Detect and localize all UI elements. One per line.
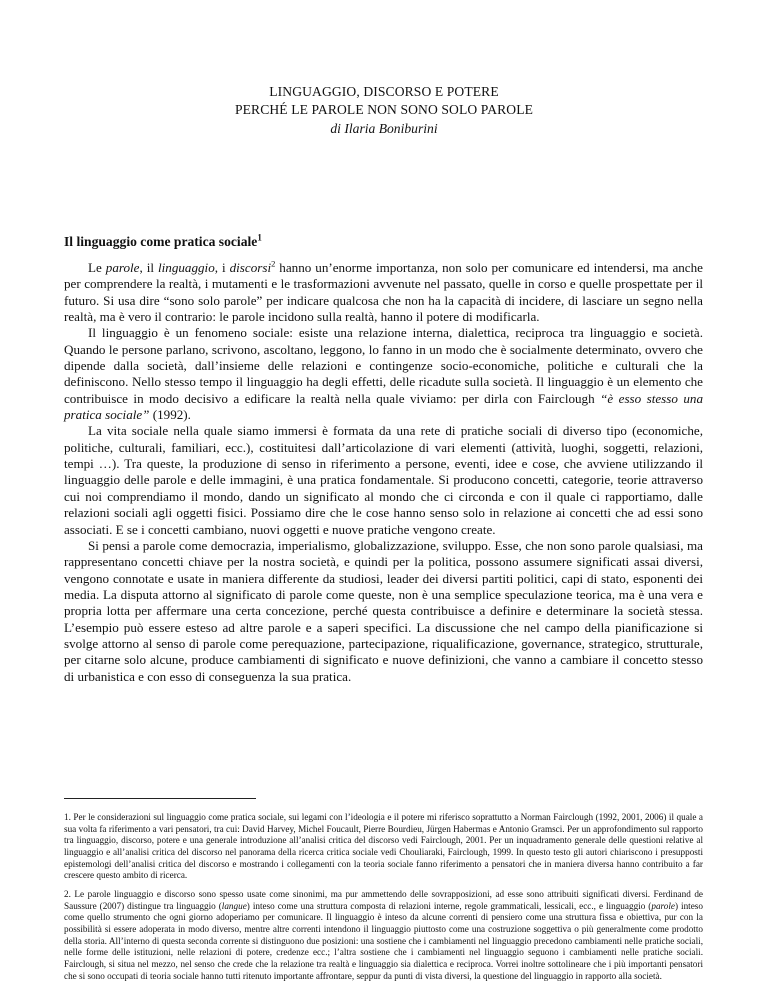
- footnote-2: [64, 889, 703, 982]
- footnote-separator: [64, 798, 256, 799]
- term-parole: parole: [105, 260, 140, 275]
- fn2-part-a: 2. Le parole linguaggio e discorso sono spesso usate come sinonimi, ma pur ammettendo delle sovrapposizioni, ad esse sono attribuiti significati diversi. Ferdinand de Saussure (2007) distingue tra linguaggio (: [64, 888, 703, 911]
- paragraph-4: Si pensi a parole come democrazia, imperialismo, globalizzazione, sviluppo. Esse, che non sono parole qualsiasi, ma rappresentano concetti chiave per la nostra società, e quindi per la politica, possono assumere significati assai diversi, vengono connotate e usate in maniera differente da studiosi, leader dei diversi partiti politici, capi di stato, esponenti dei media. La disputa attorno al significato di parole come queste, non è una semplice speculazione teorica, ma è una vera e propria lotta per affermare una certa concezione, perché questa contribuisce a definire e determinare la società stessa. L’esempio può essere esteso ad altre parole e a saperi specifici. La discussione che nel campo della pianificazione si svolge attorno al senso di parole come perequazione, partecipazione, riqualificazione, governance, strategico, strutturale, per citarne solo alcune, produce cambiamenti di significato e nuove definizioni, che vanno a cambiare il concetto stesso di urbanistica e con esso di conseguenza la sua pratica.: [64, 537, 703, 684]
- p2-end: (1992).: [149, 407, 191, 423]
- body-text: [64, 260, 703, 685]
- fairclough-quote: “è esso stesso una pratica sociale”: [64, 390, 704, 423]
- paragraph-3: La vita sociale nella quale siamo immersi è formata da una rete di pratiche sociali di diverso tipo (economiche, politiche, culturali, familiari, ecc.), costituitesi dall’articolazione di vari elementi (attività, luoghi, soggetti, relazioni, tempi …). Tra queste, la produzione di senso in riferimento a persone, eventi, idee e cose, che avviene utilizzando il linguaggio delle parole e delle immagini, è una pratica fondamentale. Si producono concetti, categorie, teorie attraverso cui noi comprendiamo il mondo, dando un significato al mondo che ci circonda e con il quale ci rapportiamo, dalle relazioni sociali agli oggetti fisici. Possiamo dire che le cose hanno senso solo in relazione ai concetti che ad essi sono associati. E se i concetti cambiano, nuovi oggetti e nuove pratiche vengono create.: [64, 423, 703, 537]
- p1-pre: Le: [88, 260, 106, 275]
- author-byline: di Ilaria Boniburini: [330, 121, 438, 136]
- paragraph-2: [64, 325, 703, 423]
- fn2-part-b: ) inteso come una struttura composta di relazioni interne, regole grammaticali, lessicali, ecc., e linguaggio (: [246, 900, 652, 911]
- p1-sep-2: , i: [214, 260, 230, 275]
- term-linguaggio: linguaggio: [158, 260, 215, 275]
- term-discorsi: discorsi: [229, 260, 272, 275]
- section-heading: [64, 233, 262, 250]
- fn2-term-langue: langue: [221, 900, 247, 911]
- title-block: [0, 83, 768, 138]
- footnote-1: 1. Per le considerazioni sul linguaggio come pratica sociale, sui legami con l’ideologia e il potere mi riferisco soprattutto a Norman Fairclough (1992, 2001, 2006) il quale a sua volta fa riferimento a vari pensatori, tra cui: David Harvey, Michel Foucault, Pierre Bourdieu, Jürgen Habermas e Antonio Gramsci. Per un approfondimento sul rapporto tra linguaggio, discorso, potere e una generale introduzione all’analisi critica del discorso vedi Fairclough, 2001. Per un inquadramento generale delle questioni relative al linguaggio e all’analisi critica del discorso nel panorama della ricerca critica sociale vedi Chouliaraki, Fairclough, 1999. In questo testo gli autori chiariscono i presupposti epistemologi dell’analisi critica del discorso e mostrando i collegamenti con la teoria sociale fanno riferimento a pensatori che in maniera diversa hanno contribuito a far crescere questo ambito di ricerca.: [64, 812, 703, 881]
- p1-rest: hanno un’enorme importanza, non solo per comunicare ed intendersi, ma anche per comprendere la realtà, i mutamenti e le trasformazioni avvenute nel passato, quelle in corso e quelle prospettate per il futuro. Si usa dire “sono solo parole” per indicare qualcosa che non ha la capacità di incidere, di lasciare un segno nella realtà, ma è vero il contrario: le parole incidono sulla realtà, hanno il potere di modificarla.: [64, 260, 703, 325]
- section-heading-text: Il linguaggio come pratica sociale: [64, 234, 258, 249]
- p2-text: Il linguaggio è un fenomeno sociale: esiste una relazione interna, dialettica, reciproca tra linguaggio e società. Quando le persone parlano, scrivono, ascoltano, leggono, lo fanno in un modo che è socialmente determinato, ovvero che dipende dalla società, dall’insieme delle relazioni e contingenze socio-economiche, politiche e culturali che la definiscono. Nello stesso tempo il linguaggio ha degli effetti, delle ricadute sulla società. Il linguaggio è un elemento che contribuisce in modo decisivo a edificare la realtà nella quale viviamo: per dirla con Fairclough: [64, 325, 703, 406]
- fn2-term-parole: parole: [651, 900, 675, 911]
- title-line-2: PERCHÉ LE PAROLE NON SONO SOLO PAROLE: [234, 102, 533, 117]
- footnote-ref-2: 2: [271, 258, 276, 269]
- footnote-ref-1: 1: [257, 232, 262, 243]
- title-line-1: LINGUAGGIO, DISCORSO E POTERE: [269, 84, 499, 99]
- paragraph-1: [64, 260, 703, 325]
- fn2-part-c: ) inteso come quello strumento che ogni giorno adoperiamo per comunicare. Il linguaggio è inteso da alcune correnti di pensiero come una struttura fissa e obiettiva, pur con la possibilità si essere adoperata in modo diverso, mentre altre correnti intendono il linguaggio piuttosto come una costruzione soggettiva o più generalmente come prodotto della storia. All’interno di questa seconda corrente si distinguono due posizioni: una sostiene che i cambiamenti nel linguaggio precedono cambiamenti nelle pratiche sociali, nelle forme delle istituzioni, nelle relazioni di potere, credenze ecc.; l’altra sostiene che i cambiamenti nel linguaggio seguono i cambiamenti nelle pratiche sociali. Fairclough, si situa nel mezzo, nel senso che crede che la relazione tra realtà e linguaggio sia dialettica e reciproca. Vorrei inoltre sottolineare che i più importanti pensatori che si sono occupati di teoria sociale hanno tutti ritenuto importante affrontare, seppur da punti di vista diversi, la questione del linguaggio in rapporto alla società.: [64, 900, 703, 981]
- p1-sep-1: , il: [139, 260, 158, 275]
- footnotes: [64, 812, 703, 989]
